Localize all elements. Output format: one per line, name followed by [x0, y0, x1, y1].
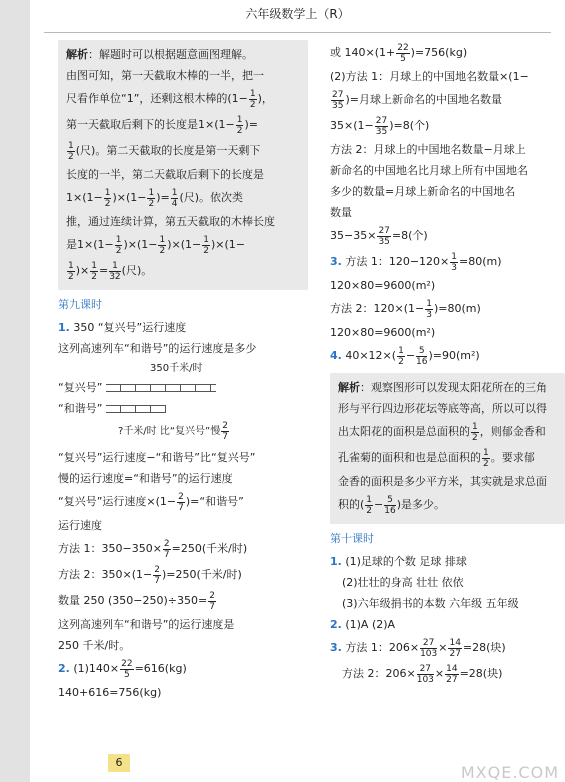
section-title: 第九课时: [58, 298, 102, 311]
panel-line: 出太阳花的面积是总面积的 $\frac{1}{2}$ ，则郁金香和: [338, 421, 546, 443]
question-4: 4. 40×12×( $\frac{1}{2}$ − $\frac{5}{16}$ )=90(m²): [330, 345, 480, 367]
page-header: 六年级数学上（R）: [245, 7, 350, 21]
analysis-panel: [58, 40, 308, 290]
text-line: 慢的运行速度=“和谐号”的运行速度: [58, 472, 233, 485]
panel-line: 金香的面积是多少平方米，其实就是求总面: [338, 475, 547, 488]
text-line: 这列高速列车“和谐号”的运行速度是多少: [58, 342, 257, 355]
text-line: (2)方法 1：月球上的中国地名数量×(1−: [330, 70, 529, 83]
question-2: 2. (1)140× $\frac{22}{5}$ =616(kg): [58, 658, 187, 680]
panel-line: 1×(1− $\frac{1}{2}$ )×(1− $\frac{1}{2}$ )= $\frac{1}{4}$ (尺)。依次类: [66, 187, 244, 209]
panel-line: 孔雀菊的面积和也是总面积的 $\frac{1}{2}$ 。要求郁: [338, 447, 535, 469]
question-t2: 2. (1)A (2)A: [330, 618, 396, 631]
panel-line: $\frac{1}{2}$ (尺)。第二天截取的长度是第一天剩下: [68, 140, 261, 162]
unknown-speed: ?千米/时: [118, 426, 157, 437]
panel-line: 是1×(1− $\frac{1}{2}$ )×(1− $\frac{1}{2}$ )×(1− $\frac{1}{2}$ )×(1−: [66, 234, 245, 256]
document-page: [30, 0, 565, 782]
text-line: (3)六年级捐书的本数 六年级 五年级: [342, 597, 519, 610]
text-line: 方法 2：120×(1− $\frac{1}{3}$ )=80(m): [330, 298, 481, 320]
text-line: 方法 2：月球上的中国地名数量−月球上: [330, 143, 526, 156]
left-column: [58, 40, 308, 703]
question-t3: 3. 方法 1：206× $\frac{27}{103}$ × $\frac{14}{27}$ =28(块): [330, 637, 506, 659]
text-line: 140+616=756(kg): [58, 686, 162, 699]
panel-line: $\frac{1}{2}$ )× $\frac{1}{2}$ = $\frac{1}{32}$ (尺)。: [68, 260, 153, 282]
panel-line: 尺看作单位“1”，还剩这根木棒的(1− $\frac{1}{2}$ )，: [66, 88, 273, 110]
question-3: 3. 方法 1：120−120× $\frac{1}{3}$ =80(m): [330, 251, 502, 273]
section-title-2: 第十课时: [330, 532, 374, 545]
panel-line: 第一天截取后剩下的长度是1×(1− $\frac{1}{2}$ )=: [66, 114, 258, 136]
text-line: “复兴号”运行速度−“和谐号”比“复兴号”: [58, 451, 256, 464]
panel-line: 长度的一半，第二天截取后剩下的长度是: [66, 168, 264, 181]
header-rule: [44, 32, 551, 33]
text-line: 35−35× $\frac{27}{35}$ =8(个): [330, 225, 428, 247]
text-line: 35×(1− $\frac{27}{35}$ )=8(个): [330, 115, 430, 137]
analysis-panel-2: [330, 373, 565, 524]
quantity-line: 数量 250 (350−250)÷350= $\frac{2}{7}$: [58, 590, 215, 612]
page-gutter: [0, 0, 30, 782]
page-number: 6: [108, 754, 130, 772]
watermark: MXQE.COM: [460, 763, 559, 782]
text-line: 120×80=9600(m²): [330, 326, 436, 339]
label-fuxing: “复兴号”: [58, 381, 103, 394]
fuxing-bar: [106, 384, 216, 392]
text-line: 数量: [330, 206, 352, 219]
text-line: 多少的数量=月球上新命名的中国地名: [330, 185, 516, 198]
method-2: 方法 2：350×(1− $\frac{2}{7}$ )=250(千米/时): [58, 564, 242, 586]
text-line: 或 140×(1+ $\frac{22}{5}$ )=756(kg): [330, 42, 468, 64]
text-line: 运行速度: [58, 519, 102, 532]
panel-line: 由图可知，第一天截取木棒的一半，把一: [66, 69, 264, 82]
text-line: $\frac{27}{35}$ )=月球上新命名的中国地名数量: [332, 89, 502, 111]
method-1: 方法 1：350−350× $\frac{2}{7}$ =250(千米/时): [58, 538, 248, 560]
text-line: (2)壮壮的身高 壮壮 依依: [342, 576, 464, 589]
question-t1: 1. (1)足球的个数 足球 排球: [330, 555, 467, 568]
segment-diagram: 350千米/时 “复兴号” “和谐号” ?千米/时 比“复兴号”慢 $\frac{2}{7}$: [58, 361, 308, 445]
label-hexie: “和谐号”: [58, 402, 103, 415]
hexie-bar: [106, 405, 166, 413]
text-line: 方法 2：206× $\frac{27}{103}$ × $\frac{14}{27}$ =28(块): [342, 663, 503, 685]
panel-line: 积的( $\frac{1}{2}$ − $\frac{5}{16}$ )是多少。: [338, 494, 445, 516]
panel-line: 解析：解题时可以根据题意画图理解。: [66, 48, 253, 61]
panel-line: 形与平行四边形花坛等底等高，所以可以得: [338, 402, 547, 415]
panel-line: 解析：观察图形可以发现太阳花所在的三角: [338, 381, 547, 394]
text-line: “复兴号”运行速度×(1− $\frac{2}{7}$ )=“和谐号”: [58, 491, 244, 513]
answer-line: 250 千米/时。: [58, 639, 131, 652]
answer-line: 这列高速列车“和谐号”的运行速度是: [58, 618, 235, 631]
right-column: [330, 40, 565, 687]
question-1: 1. 350 “复兴号”运行速度: [58, 321, 187, 334]
diagram-top-label: 350千米/时: [150, 363, 203, 374]
text-line: 120×80=9600(m²): [330, 279, 436, 292]
panel-line: 推，通过连续计算，第五天截取的木棒长度: [66, 215, 275, 228]
text-line: 新命名的中国地名比月球上所有中国地名: [330, 164, 528, 177]
